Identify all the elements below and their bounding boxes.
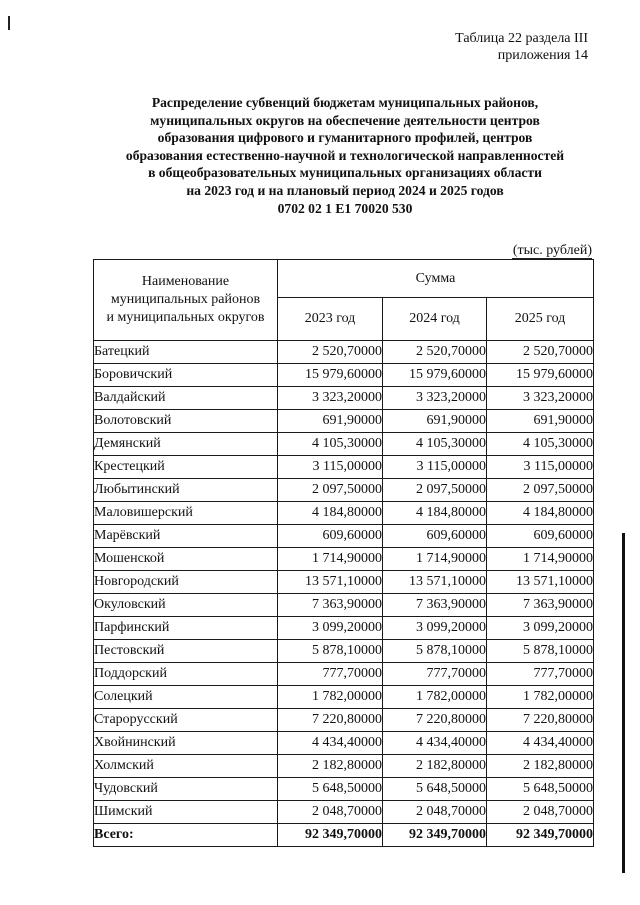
value-2024: 15 979,60000 bbox=[383, 364, 487, 387]
table-row bbox=[94, 571, 594, 594]
district-name: Маловишерский bbox=[94, 502, 278, 525]
year-2023-header: 2023 год bbox=[278, 298, 383, 341]
subvention-table bbox=[93, 259, 594, 847]
table-row bbox=[94, 548, 594, 571]
year-2025-header: 2025 год bbox=[487, 298, 594, 341]
budget-code: 0702 02 1 Е1 70020 530 bbox=[277, 200, 413, 216]
district-name: Новгородский bbox=[94, 571, 278, 594]
value-2023: 2 182,80000 bbox=[278, 755, 383, 778]
total-2025: 92 349,70000 bbox=[487, 824, 594, 847]
district-name: Крестецкий bbox=[94, 456, 278, 479]
value-2025: 3 115,00000 bbox=[487, 456, 594, 479]
value-2023: 7 363,90000 bbox=[278, 594, 383, 617]
value-2024: 4 105,30000 bbox=[383, 433, 487, 456]
table-row bbox=[94, 778, 594, 801]
district-name: Холмский bbox=[94, 755, 278, 778]
value-2023: 4 105,30000 bbox=[278, 433, 383, 456]
value-2023: 13 571,10000 bbox=[278, 571, 383, 594]
value-2023: 2 097,50000 bbox=[278, 479, 383, 502]
year-2024-header: 2024 год bbox=[383, 298, 487, 341]
district-name: Окуловский bbox=[94, 594, 278, 617]
value-2023: 15 979,60000 bbox=[278, 364, 383, 387]
district-name: Парфинский bbox=[94, 617, 278, 640]
value-2023: 2 048,70000 bbox=[278, 801, 383, 824]
table-row bbox=[94, 755, 594, 778]
district-name: Шимский bbox=[94, 801, 278, 824]
table-row bbox=[94, 640, 594, 663]
value-2024: 2 097,50000 bbox=[383, 479, 487, 502]
table-row bbox=[94, 456, 594, 479]
title-line: образования естественно-научной и технологической направленностей bbox=[125, 147, 565, 163]
value-2024: 3 099,20000 bbox=[383, 617, 487, 640]
units-label: (тыс. рублей) bbox=[512, 243, 592, 258]
name-header-line-1: Наименование bbox=[141, 274, 230, 289]
district-name: Солецкий bbox=[94, 686, 278, 709]
name-header-line-2: муниципальных районов bbox=[110, 292, 261, 307]
table-row bbox=[94, 732, 594, 755]
value-2025: 4 184,80000 bbox=[487, 502, 594, 525]
value-2025: 13 571,10000 bbox=[487, 571, 594, 594]
value-2025: 777,70000 bbox=[487, 663, 594, 686]
value-2025: 2 520,70000 bbox=[487, 341, 594, 364]
district-name: Валдайский bbox=[94, 387, 278, 410]
value-2024: 5 878,10000 bbox=[383, 640, 487, 663]
table-row bbox=[94, 479, 594, 502]
district-name: Пестовский bbox=[94, 640, 278, 663]
total-row bbox=[94, 824, 594, 847]
value-2023: 3 323,20000 bbox=[278, 387, 383, 410]
district-name: Марёвский bbox=[94, 525, 278, 548]
value-2025: 7 363,90000 bbox=[487, 594, 594, 617]
document-title bbox=[100, 94, 590, 217]
district-name: Старорусский bbox=[94, 709, 278, 732]
table-row bbox=[94, 525, 594, 548]
district-name: Любытинский bbox=[94, 479, 278, 502]
value-2024: 609,60000 bbox=[383, 525, 487, 548]
value-2024: 2 182,80000 bbox=[383, 755, 487, 778]
value-2023: 4 184,80000 bbox=[278, 502, 383, 525]
value-2025: 609,60000 bbox=[487, 525, 594, 548]
value-2023: 1 782,00000 bbox=[278, 686, 383, 709]
total-label: Всего: bbox=[94, 824, 278, 847]
value-2024: 7 363,90000 bbox=[383, 594, 487, 617]
reference-line-1: Таблица 22 раздела III bbox=[455, 31, 588, 46]
value-2025: 2 048,70000 bbox=[487, 801, 594, 824]
title-line: на 2023 год и на плановый период 2024 и 2025 годов bbox=[186, 182, 504, 198]
value-2025: 2 097,50000 bbox=[487, 479, 594, 502]
value-2024: 2 048,70000 bbox=[383, 801, 487, 824]
title-line: Распределение субвенций бюджетам муниципальных районов, bbox=[151, 95, 539, 110]
value-2024: 3 115,00000 bbox=[383, 456, 487, 479]
value-2023: 2 520,70000 bbox=[278, 341, 383, 364]
value-2023: 777,70000 bbox=[278, 663, 383, 686]
district-name: Чудовский bbox=[94, 778, 278, 801]
value-2023: 1 714,90000 bbox=[278, 548, 383, 571]
value-2023: 5 648,50000 bbox=[278, 778, 383, 801]
district-name: Мошенской bbox=[94, 548, 278, 571]
value-2024: 2 520,70000 bbox=[383, 341, 487, 364]
table-row bbox=[94, 502, 594, 525]
scan-edge-line bbox=[622, 533, 625, 873]
value-2025: 3 323,20000 bbox=[487, 387, 594, 410]
value-2025: 2 182,80000 bbox=[487, 755, 594, 778]
table-row bbox=[94, 663, 594, 686]
table-row bbox=[94, 594, 594, 617]
district-name: Хвойнинский bbox=[94, 732, 278, 755]
value-2024: 691,90000 bbox=[383, 410, 487, 433]
sum-column-header: Сумма bbox=[278, 260, 594, 298]
table-row bbox=[94, 686, 594, 709]
value-2024: 13 571,10000 bbox=[383, 571, 487, 594]
value-2025: 4 434,40000 bbox=[487, 732, 594, 755]
table-body bbox=[94, 341, 594, 824]
title-line: в общеобразовательных муниципальных организациях области bbox=[148, 165, 542, 181]
value-2024: 7 220,80000 bbox=[383, 709, 487, 732]
table-row bbox=[94, 364, 594, 387]
value-2023: 7 220,80000 bbox=[278, 709, 383, 732]
table-row bbox=[94, 387, 594, 410]
district-name: Боровичский bbox=[94, 364, 278, 387]
table-row bbox=[94, 801, 594, 824]
total-2024: 92 349,70000 bbox=[383, 824, 487, 847]
value-2023: 691,90000 bbox=[278, 410, 383, 433]
value-2025: 691,90000 bbox=[487, 410, 594, 433]
district-name: Волотовский bbox=[94, 410, 278, 433]
value-2025: 5 878,10000 bbox=[487, 640, 594, 663]
value-2024: 5 648,50000 bbox=[383, 778, 487, 801]
value-2023: 5 878,10000 bbox=[278, 640, 383, 663]
district-name: Батецкий bbox=[94, 341, 278, 364]
table-row bbox=[94, 617, 594, 640]
value-2024: 4 184,80000 bbox=[383, 502, 487, 525]
value-2024: 4 434,40000 bbox=[383, 732, 487, 755]
value-2023: 4 434,40000 bbox=[278, 732, 383, 755]
value-2025: 15 979,60000 bbox=[487, 364, 594, 387]
value-2025: 1 782,00000 bbox=[487, 686, 594, 709]
scan-corner-mark bbox=[8, 16, 10, 30]
table-row bbox=[94, 709, 594, 732]
name-column-header bbox=[94, 260, 278, 341]
name-header-line-3: и муниципальных округов bbox=[106, 310, 265, 325]
table-row bbox=[94, 433, 594, 456]
total-2023: 92 349,70000 bbox=[278, 824, 383, 847]
value-2025: 7 220,80000 bbox=[487, 709, 594, 732]
title-line: муниципальных округов на обеспечение деятельности центров bbox=[150, 112, 540, 128]
value-2024: 3 323,20000 bbox=[383, 387, 487, 410]
table-reference bbox=[455, 30, 588, 64]
table-row bbox=[94, 410, 594, 433]
value-2023: 3 099,20000 bbox=[278, 617, 383, 640]
value-2024: 1 714,90000 bbox=[383, 548, 487, 571]
value-2025: 5 648,50000 bbox=[487, 778, 594, 801]
value-2024: 1 782,00000 bbox=[383, 686, 487, 709]
reference-line-2: приложения 14 bbox=[497, 48, 588, 63]
value-2023: 3 115,00000 bbox=[278, 456, 383, 479]
title-line: образования цифрового и гуманитарного профилей, центров bbox=[157, 130, 533, 146]
value-2024: 777,70000 bbox=[383, 663, 487, 686]
value-2025: 1 714,90000 bbox=[487, 548, 594, 571]
district-name: Демянский bbox=[94, 433, 278, 456]
value-2023: 609,60000 bbox=[278, 525, 383, 548]
value-2025: 3 099,20000 bbox=[487, 617, 594, 640]
value-2025: 4 105,30000 bbox=[487, 433, 594, 456]
table-row bbox=[94, 341, 594, 364]
district-name: Поддорский bbox=[94, 663, 278, 686]
